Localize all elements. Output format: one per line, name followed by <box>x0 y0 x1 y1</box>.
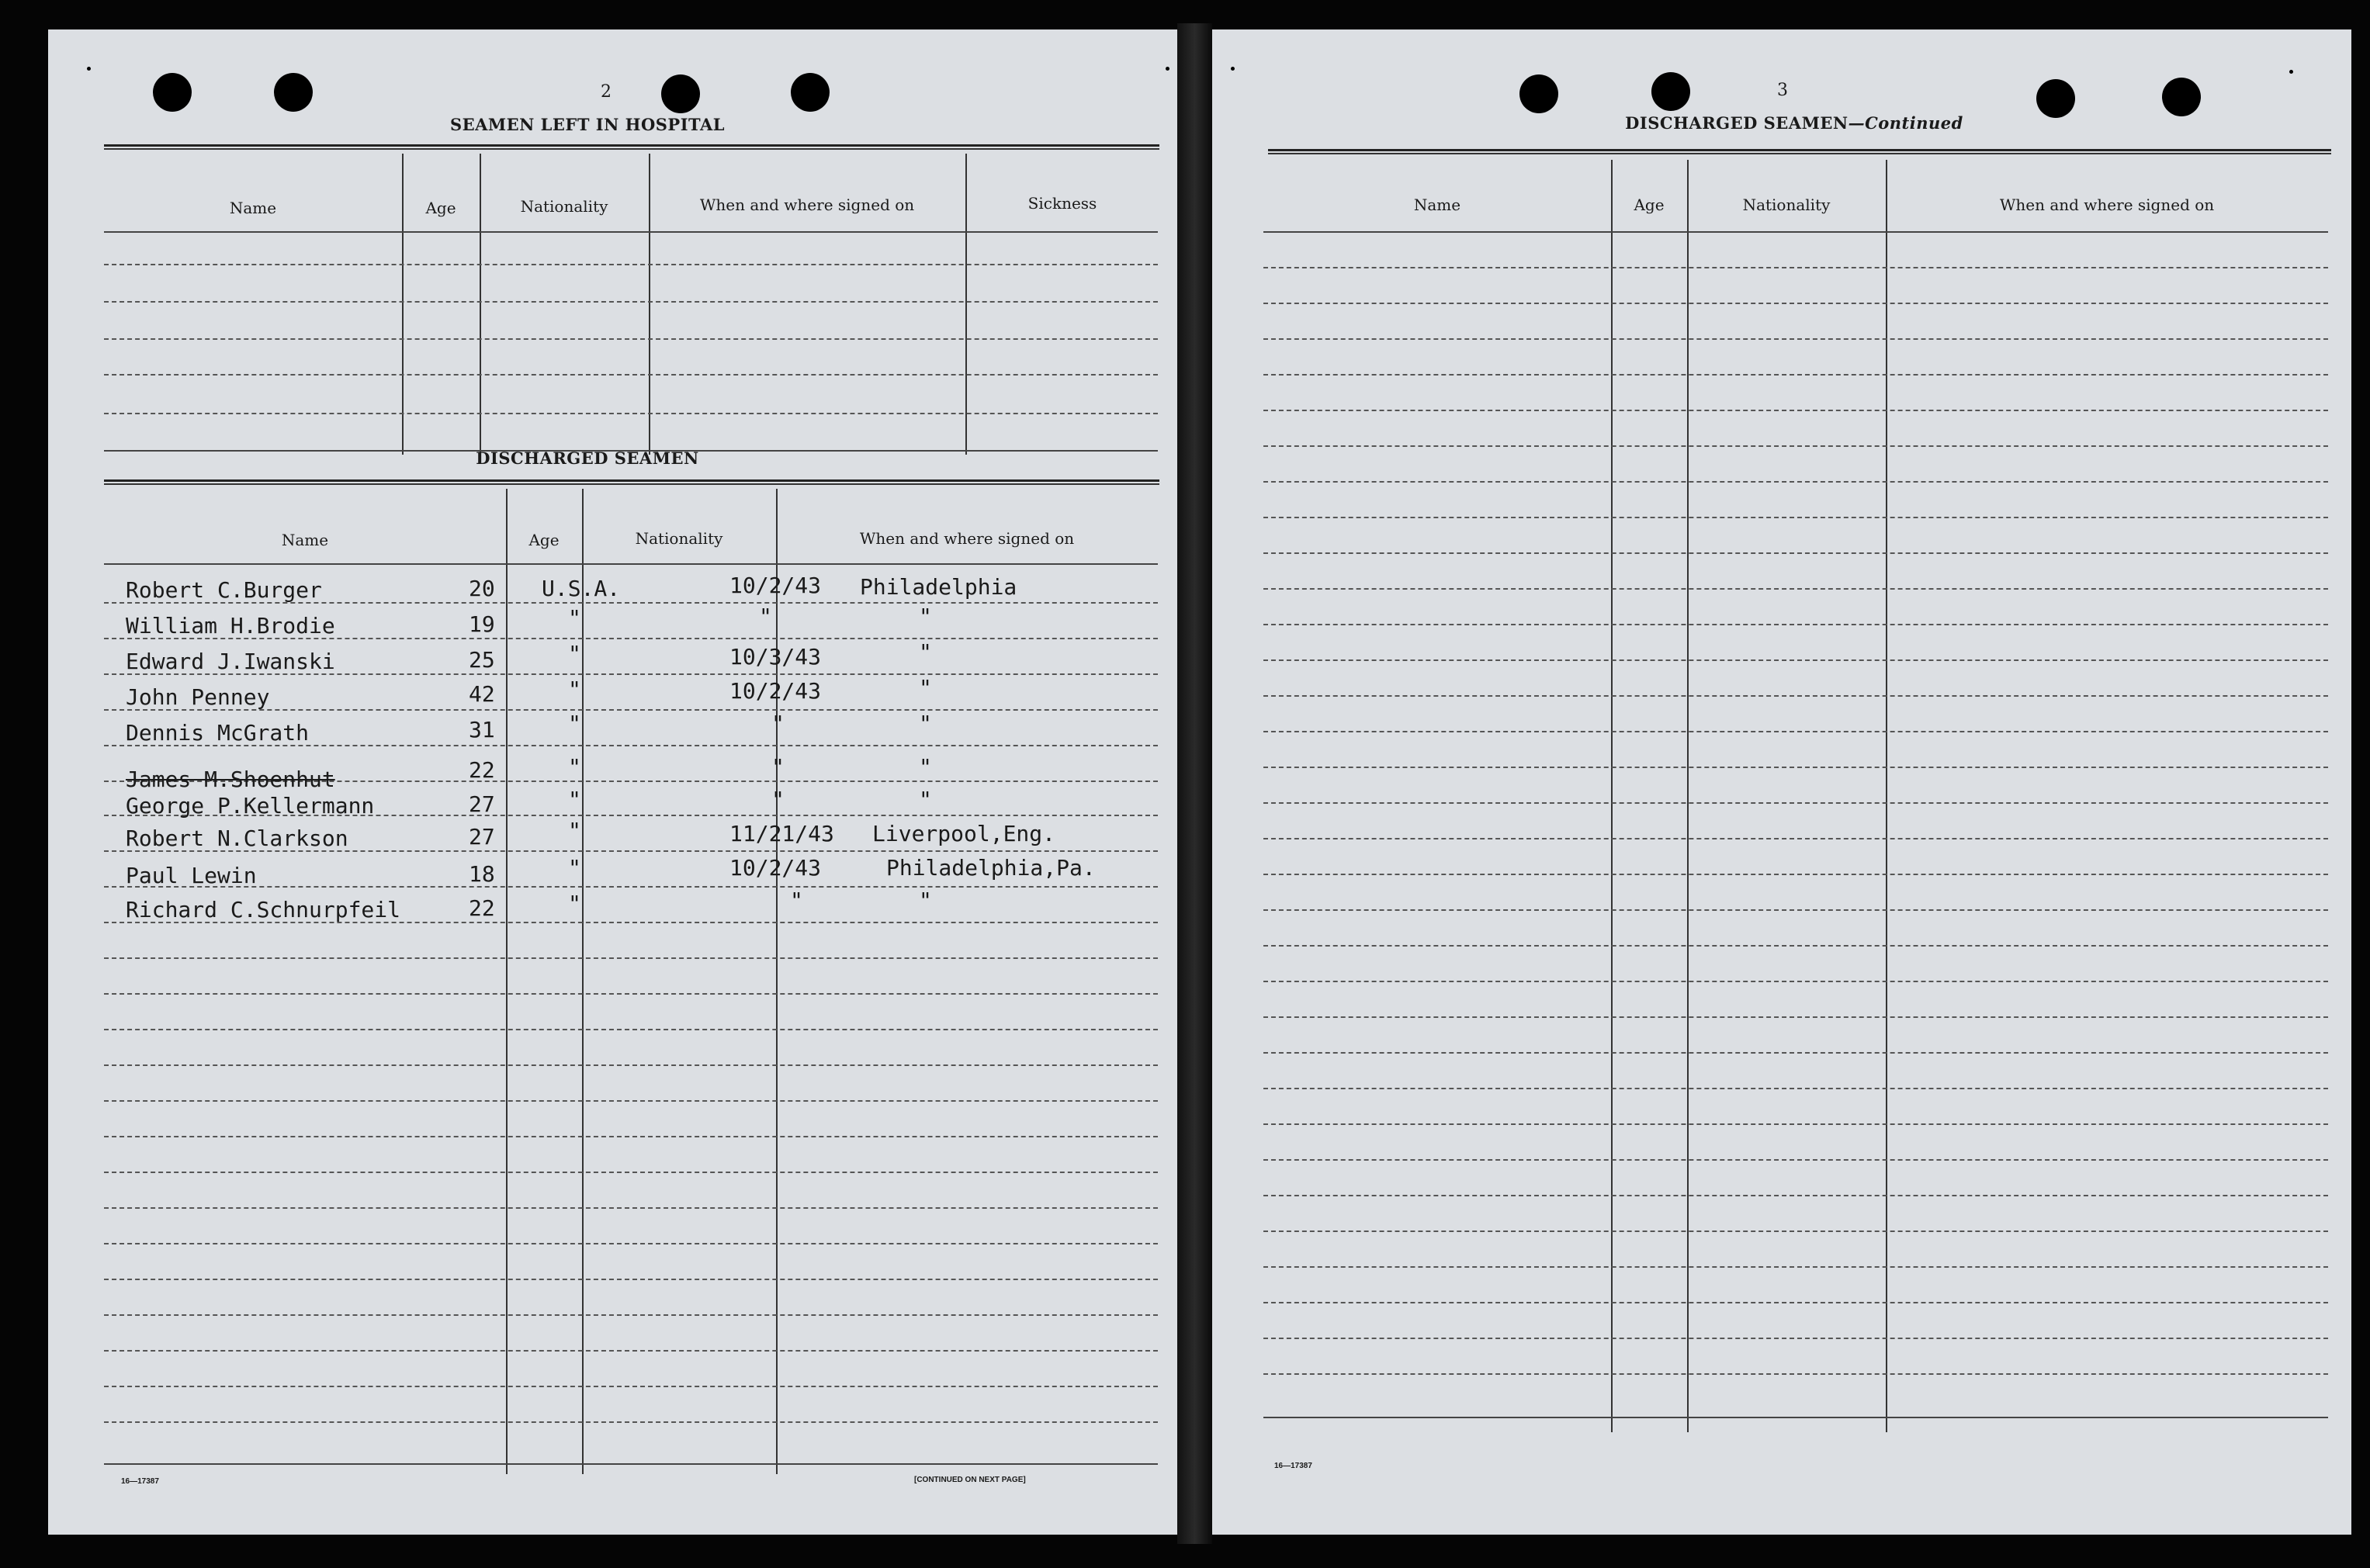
title-suffix: —Continued <box>1848 113 1963 133</box>
punch-hole <box>153 73 192 112</box>
continued-col-name: Name <box>1413 196 1461 214</box>
punch-hole <box>791 73 830 112</box>
seaman-nationality: " <box>568 855 581 881</box>
signed-on-date: 10/3/43 <box>729 644 822 670</box>
header-rule <box>104 144 1159 150</box>
hospital-col-age: Age <box>425 199 456 217</box>
punch-hole <box>2036 79 2075 118</box>
seaman-nationality: " <box>568 787 581 812</box>
discharged-section-title: DISCHARGED SEAMEN <box>476 448 699 468</box>
form-number: 16—17387 <box>121 1477 159 1486</box>
seaman-name-struck: James M.Shoenhut <box>126 767 335 792</box>
punch-hole <box>2162 78 2201 116</box>
punch-hole <box>274 73 313 112</box>
seaman-nationality: " <box>568 677 581 702</box>
page-fold-shadow <box>1177 23 1212 1544</box>
signed-on-place: Philadelphia <box>860 574 1017 600</box>
discharged-continued-title <box>1561 113 2027 133</box>
signed-on-date: 10/2/43 <box>729 573 822 598</box>
seaman-name: Robert N.Clarkson <box>126 826 348 851</box>
seaman-nationality: " <box>568 711 581 736</box>
hospital-col-sickness: Sickness <box>1027 194 1097 213</box>
seaman-age: 22 <box>469 895 495 921</box>
discharged-col-age: Age <box>528 531 560 549</box>
right-page <box>1212 29 2351 1535</box>
discharged-col-signed-on: When and where signed on <box>859 529 1075 548</box>
seaman-age: 22 <box>469 757 495 783</box>
signed-on-place: Liverpool,Eng. <box>872 821 1056 846</box>
hospital-col-nationality: Nationality <box>520 197 608 216</box>
seaman-name: Paul Lewin <box>126 863 257 888</box>
seaman-age: 27 <box>469 824 495 850</box>
speck <box>2289 70 2293 74</box>
signed-on-date: 11/21/43 <box>729 821 834 846</box>
signed-on-date: " <box>771 754 785 780</box>
signed-on-place: " <box>919 604 932 629</box>
discharged-col-name: Name <box>281 531 329 549</box>
header-rule <box>1268 149 2331 154</box>
seaman-nationality: " <box>568 754 581 780</box>
title-main: DISCHARGED SEAMEN <box>1625 113 1849 133</box>
signed-on-place: " <box>919 711 932 736</box>
punch-hole <box>1519 74 1558 113</box>
page-number: 3 <box>1777 81 1788 100</box>
hospital-section-title: SEAMEN LEFT IN HOSPITAL <box>449 115 726 134</box>
signed-on-place: " <box>919 888 932 913</box>
left-page <box>48 29 1177 1535</box>
seaman-name: George P.Kellermann <box>126 793 375 819</box>
signed-on-place: Philadelphia,Pa. <box>886 855 1096 881</box>
speck <box>1166 67 1169 71</box>
seaman-name: Edward J.Iwanski <box>126 649 335 674</box>
hospital-col-name: Name <box>229 199 277 217</box>
continued-col-age: Age <box>1634 196 1665 214</box>
signed-on-date: " <box>759 604 772 629</box>
seaman-name: Dennis McGrath <box>126 720 310 746</box>
signed-on-date: " <box>790 888 803 913</box>
signed-on-date: 10/2/43 <box>729 678 822 704</box>
signed-on-place: " <box>919 754 932 780</box>
seaman-nationality: " <box>568 605 581 631</box>
seaman-name: William H.Brodie <box>126 613 335 639</box>
seaman-name: Robert C.Burger <box>126 577 322 603</box>
seaman-nationality: " <box>568 891 581 916</box>
page-number: 2 <box>601 82 612 102</box>
signed-on-place: " <box>919 787 932 812</box>
seaman-nationality: " <box>568 641 581 666</box>
signed-on-date: " <box>771 711 785 736</box>
hospital-col-signed-on: When and where signed on <box>699 196 915 214</box>
signed-on-date: " <box>771 787 785 812</box>
seaman-age: 19 <box>469 611 495 637</box>
seaman-name: John Penney <box>126 684 270 710</box>
signed-on-place: " <box>919 639 932 665</box>
speck <box>87 67 91 71</box>
continued-col-nationality: Nationality <box>1742 196 1831 214</box>
form-number: 16—17387 <box>1274 1462 1312 1470</box>
continued-note: [CONTINUED ON NEXT PAGE] <box>914 1476 1026 1484</box>
seaman-age: 25 <box>469 647 495 673</box>
seaman-age: 42 <box>469 681 495 707</box>
seaman-age: 27 <box>469 791 495 817</box>
punch-hole <box>1651 72 1690 111</box>
continued-col-signed-on: When and where signed on <box>1999 196 2215 214</box>
seaman-age: 20 <box>469 576 495 601</box>
punch-hole <box>661 74 700 113</box>
signed-on-date: 10/2/43 <box>729 855 822 881</box>
discharged-continued-table <box>1263 160 2328 1432</box>
seaman-age: 18 <box>469 861 495 887</box>
discharged-col-nationality: Nationality <box>635 529 723 548</box>
seaman-nationality: " <box>568 818 581 843</box>
header-rule <box>104 479 1159 485</box>
seaman-nationality: U.S.A. <box>542 576 621 601</box>
signed-on-place: " <box>919 675 932 701</box>
seaman-age: 31 <box>469 717 495 742</box>
speck <box>1231 67 1235 71</box>
seaman-name: Richard C.Schnurpfeil <box>126 897 401 922</box>
